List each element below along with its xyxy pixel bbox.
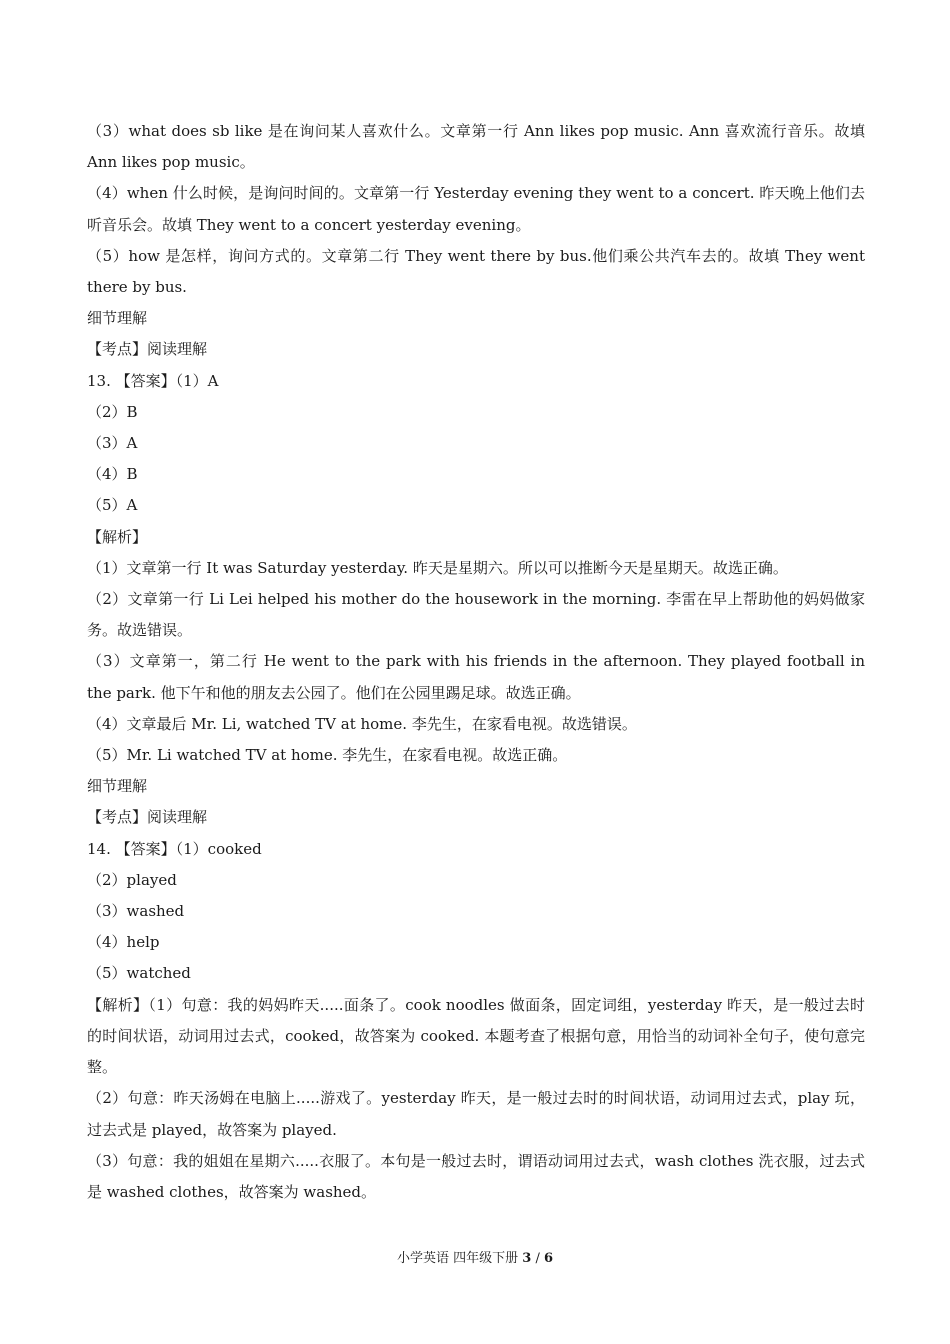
page-total: 6 — [543, 1251, 554, 1266]
answer-content — [87, 116, 865, 1208]
answer-14-4: （4）help — [87, 933, 160, 952]
answer-14-heading: 14. 【答案】（1）cooked — [87, 839, 262, 858]
analysis-13-1: （1）文章第一行 It was Saturday yesterday. 昨天是星期六。所以可以推断今天是星期天。故选正确。 — [87, 558, 788, 577]
analysis-14-2: （2）句意：昨天汤姆在电脑上.....游戏了。yesterday 昨天，是一般过去时的时间状语，动词用过去式，play 玩，过去式是 played，故答案为 played. — [87, 1089, 865, 1139]
topic-label: 【考点】阅读理解 — [87, 808, 208, 827]
answer-13-3: （3）A — [87, 434, 138, 453]
answer-13-4: （4）B — [87, 465, 138, 484]
analysis-13-3: （3）文章第一，第二行 He went to the park with his friends in the afternoon. They played football in the park. 他下午和他的朋友去公园了。他们在公园里踢足球。故选正确。 — [87, 652, 865, 702]
answer-14-5: （5）watched — [87, 964, 191, 983]
analysis-13-4: （4）文章最后 Mr. Li, watched TV at home. 李先生，在家看电视。故选错误。 — [87, 714, 637, 733]
paragraph-q12-5: （5）how 是怎样，询问方式的。文章第二行 They went there by bus.他们乘公共汽车去的。故填 They went there by bus. — [87, 246, 865, 297]
page-separator: / — [535, 1251, 540, 1266]
skill-label: 细节理解 — [87, 777, 148, 796]
answer-13-5: （5）A — [87, 496, 138, 515]
paragraph-q12-4: （4）when 什么时候，是询问时间的。文章第一行 Yesterday evening they went to a concert. 昨天晚上他们去听音乐会。故填 They went to a concert yesterday evening。 — [87, 184, 865, 234]
answer-13-2: （2）B — [87, 402, 138, 421]
answer-14-3: （3）washed — [87, 902, 185, 921]
paragraph-q12-3: （3）what does sb like 是在询问某人喜欢什么。文章第一行 Ann likes pop music. Ann 喜欢流行音乐。故填 Ann likes pop music。 — [87, 122, 865, 172]
analysis-14-1: 【解析】（1）句意：我的妈妈昨天.....面条了。cook noodles 做面条，固定词组，yesterday 昨天，是一般过去时的时间状语，动词用过去式，cooked，故答案为 cooked. 本题考查了根据句意，用恰当的动词补全句子，使句意完整。 — [87, 995, 865, 1077]
analysis-13-5: （5）Mr. Li watched TV at home. 李先生，在家看电视。故选正确。 — [87, 746, 568, 765]
topic-label: 【考点】阅读理解 — [87, 340, 208, 359]
page-number: 3 — [522, 1251, 532, 1266]
skill-label: 细节理解 — [87, 309, 148, 328]
footer-label: 小学英语 四年级下册 — [396, 1251, 519, 1266]
analysis-heading: 【解析】 — [87, 527, 148, 546]
page-footer — [0, 1247, 950, 1266]
answer-14-2: （2）played — [87, 870, 177, 889]
analysis-13-2: （2）文章第一行 Li Lei helped his mother do the housework in the morning. 李雷在早上帮助他的妈妈做家务。故选错误。 — [87, 590, 865, 640]
analysis-14-3: （3）句意：我的姐姐在星期六.....衣服了。本句是一般过去时，谓语动词用过去式，wash clothes 洗衣服，过去式是 washed clothes，故答案为 washed。 — [87, 1151, 865, 1201]
answer-13-heading: 13. 【答案】（1）A — [87, 371, 219, 390]
